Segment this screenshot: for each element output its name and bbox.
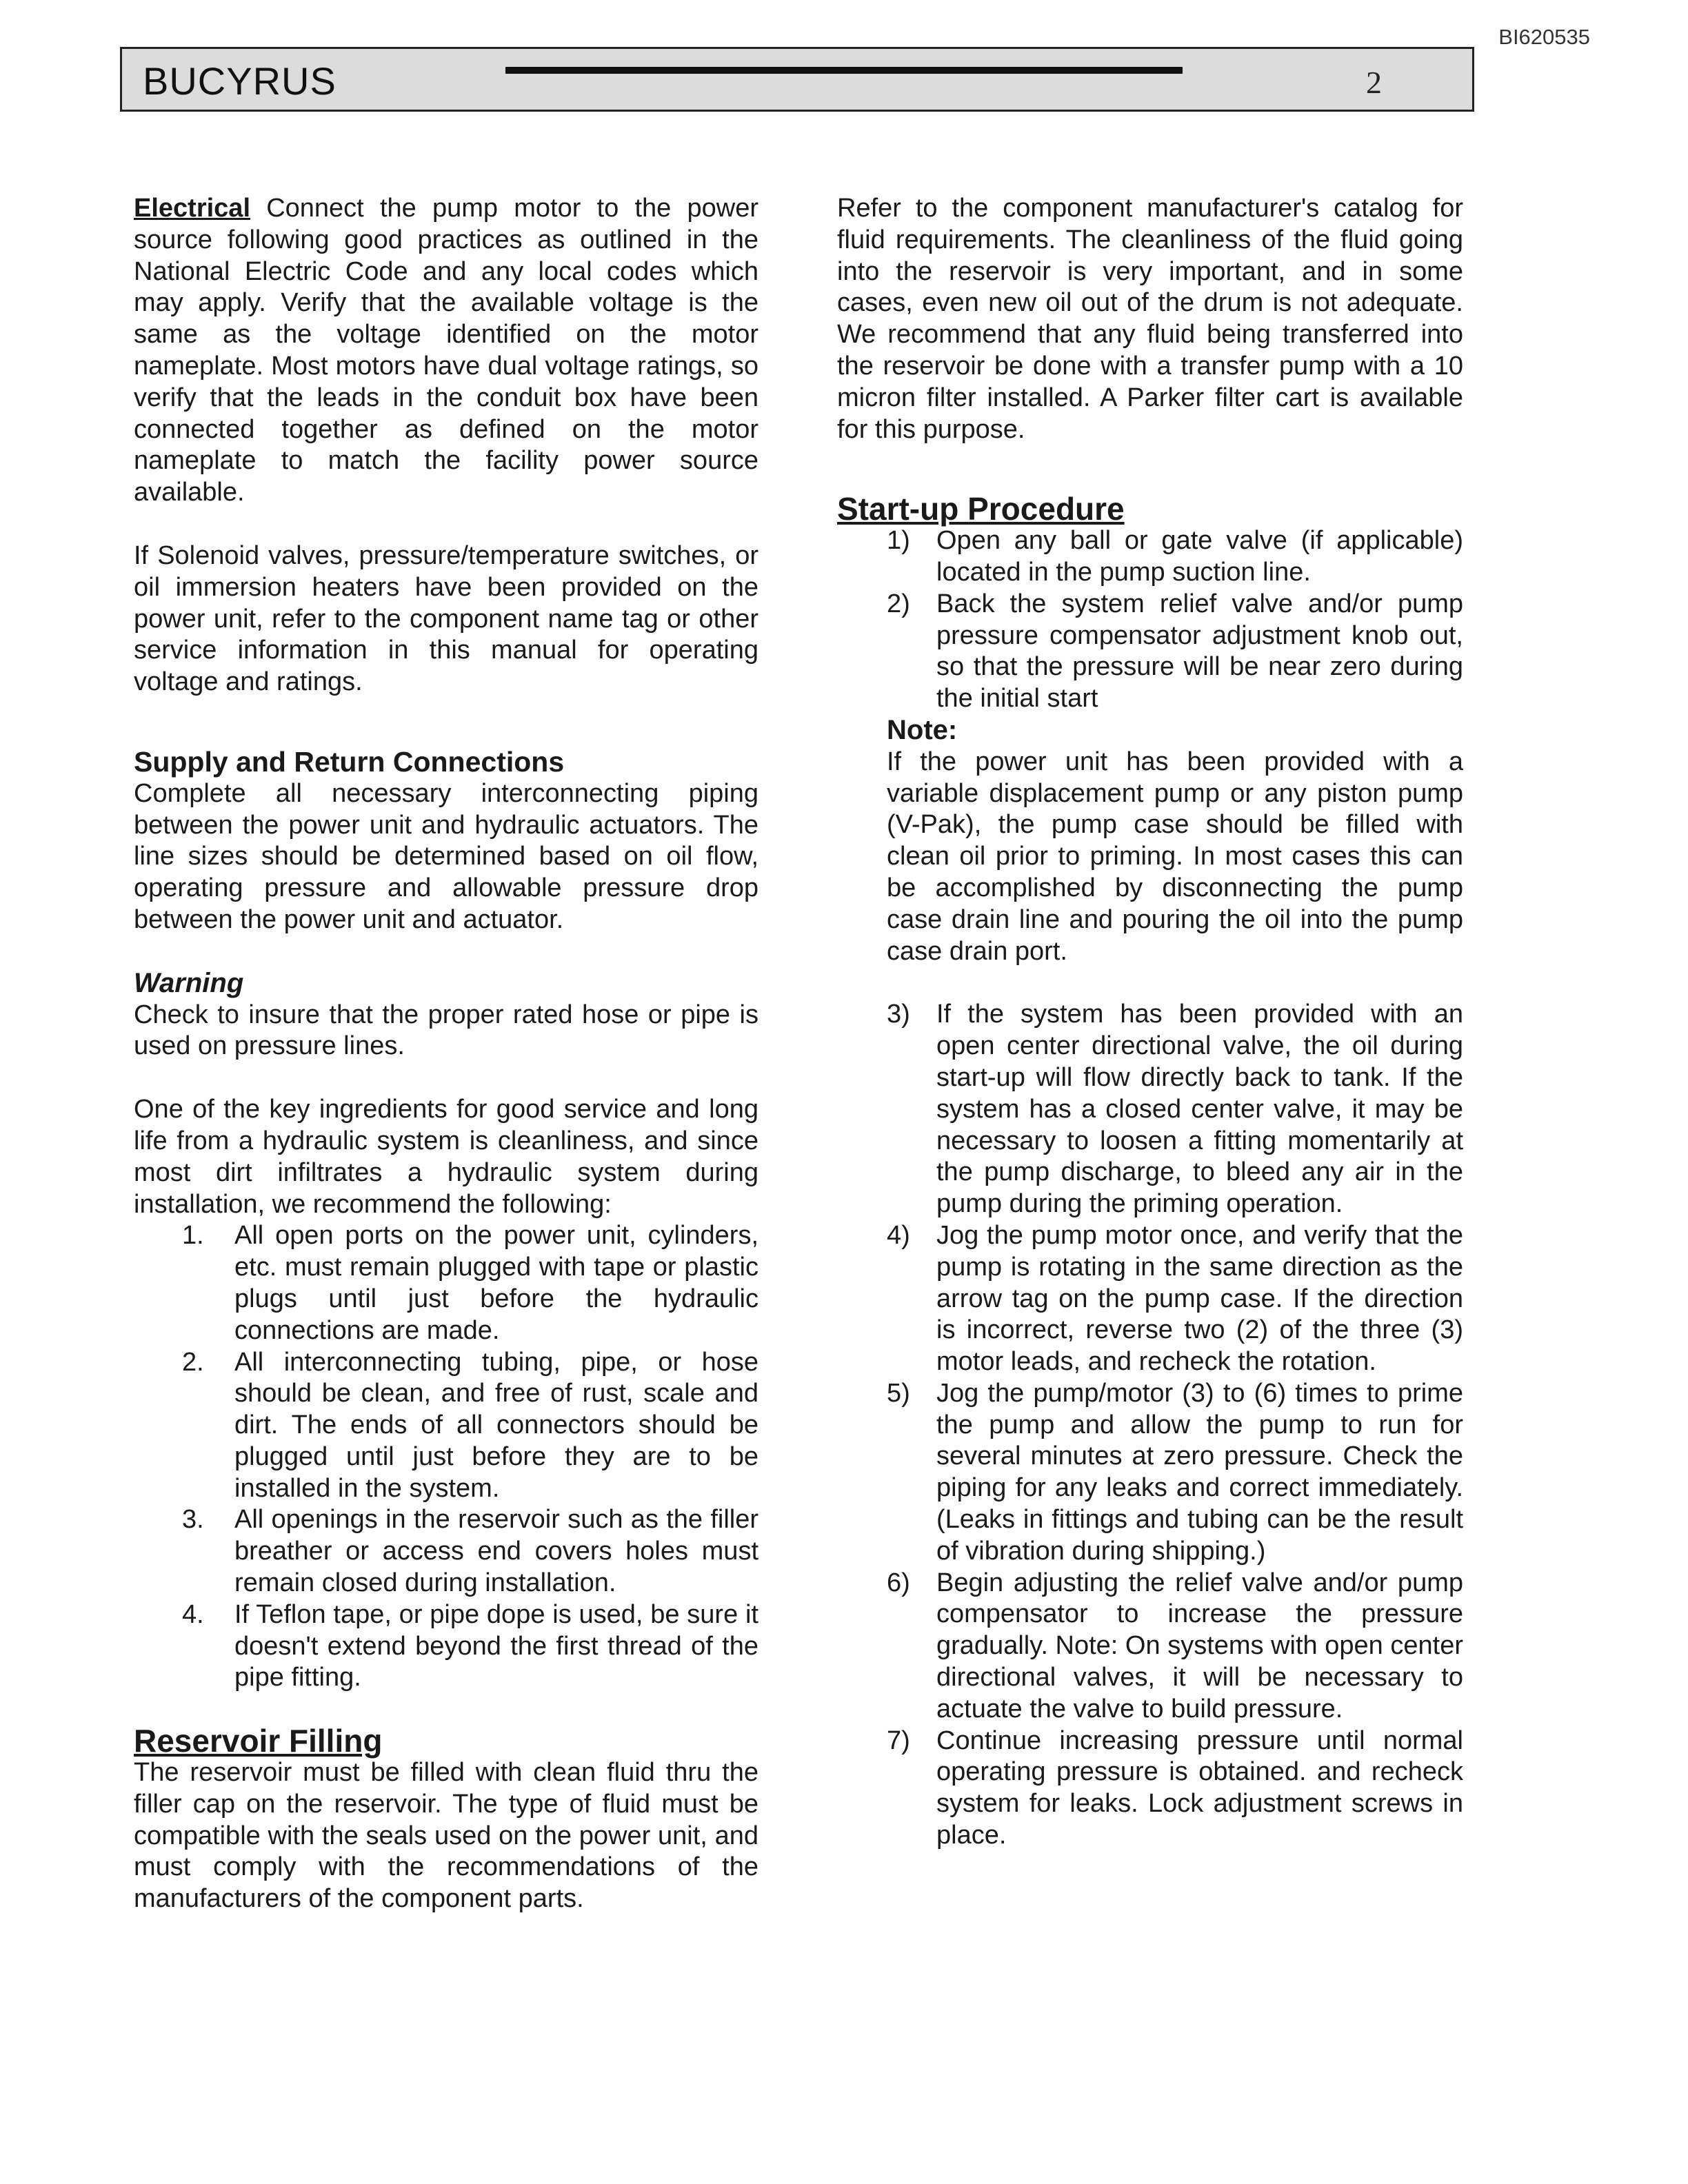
startup-steps-list-continued [837, 999, 1463, 1852]
header-rule [505, 67, 1183, 74]
right-column [837, 193, 1463, 1852]
supply-return-paragraph: Complete all necessary interconnecting piping between the power unit and hydraulic actuators. The line sizes should be determined based on oil flow, operating pressure and allowable pressure drop between the power unit and actuator. [134, 778, 758, 934]
list-item: 2) Back the system relief valve and/or pump pressure compensator adjustment knob out, so that the pressure will be near zero during the initial start [887, 589, 1463, 714]
warning-paragraph: Check to insure that the proper rated hose or pipe is used on pressure lines. [134, 1000, 758, 1061]
electrical-text: Connect the pump motor to the power source following good practices as outlined in the National Electric Code and any local codes which may apply. Verify that the available voltage is the same as the voltage identified on the motor nameplate. Most motors have dual voltage ratings, so verify that the leads in the conduit box have been connected together as defined on the motor nameplate to match the facility power source available. [134, 194, 758, 507]
document-id: BI620535 [1498, 25, 1590, 49]
list-item: 1) Open any ball or gate valve (if applicable) located in the pump suction line. [887, 526, 1463, 587]
supply-return-heading: Supply and Return Connections [134, 745, 565, 778]
reservoir-filling-heading: Reservoir Filling [134, 1723, 383, 1759]
list-item: 6) Begin adjusting the relief valve and/or pump compensator to increase the pressure gradually. Note: On systems with open center directional valves, it will be necessary to actuate the valve to build pressure. [887, 1568, 1463, 1723]
page-header [120, 47, 1474, 112]
solenoid-paragraph: If Solenoid valves, pressure/temperature switches, or oil immersion heaters have been provided on the power unit, refer to the component name tag or other service information in this manual for operating voltage and ratings. [134, 540, 758, 697]
fluid-requirements-paragraph: Refer to the component manufacturer's catalog for fluid requirements. The cleanliness of the fluid going into the reservoir is very important, and in some cases, even new oil out of the drum is not adequate. We recommend that any fluid being transferred into the reservoir be done with a transfer pump with a 10 micron filter installed. A Parker filter cart is available for this purpose. [837, 194, 1463, 444]
startup-procedure-heading: Start-up Procedure [837, 491, 1125, 527]
reservoir-filling-paragraph: The reservoir must be filled with clean fluid thru the filler cap on the reservoir. The type of fluid must be compatible with the seals used on the power unit, and must comply with the recommendations of the manufacturers of the component parts. [134, 1758, 758, 1914]
installation-list [134, 1220, 758, 1694]
list-item: 3) If the system has been provided with an open center directional valve, the oil during start-up will flow directly back to tank. If the system has a closed center valve, it may be necessary to loosen a fitting momentarily at the pump discharge, to bleed any air in the pump during the priming operation. [887, 1000, 1463, 1219]
electrical-paragraph [134, 193, 758, 509]
list-item: 4. If Teflon tape, or pipe dope is used, be sure it doesn't extend beyond the first thread of the pipe fitting. [182, 1599, 758, 1692]
electrical-heading: Electrical [134, 194, 250, 223]
list-item: 2. All interconnecting tubing, pipe, or hose should be clean, and free of rust, scale and dirt. The ends of all connectors should be plugged until just before they are to be installed in the system. [182, 1347, 758, 1503]
list-item: 4) Jog the pump motor once, and verify that the pump is rotating in the same direction as the arrow tag on the pump case. If the direction is incorrect, reverse two (2) of the three (3) motor leads, and recheck the rotation. [887, 1220, 1463, 1377]
startup-note [837, 715, 1463, 967]
note-heading: Note: [887, 714, 958, 745]
list-item: 5) Jog the pump/motor (3) to (6) times to prime the pump and allow the pump to run for several minutes at zero pressure. Check the piping for any leaks and correct immediately. (Leaks in fittings and tubing can be the result of vibration during shipping.) [887, 1378, 1463, 1566]
left-column [134, 193, 758, 1915]
warning-heading: Warning [134, 967, 244, 998]
cleanliness-paragraph: One of the key ingredients for good service and long life from a hydraulic system is cleanliness, and since most dirt infiltrates a hydraulic system during installation, we recommend the following: [134, 1095, 758, 1219]
list-item: 1. All open ports on the power unit, cylinders, etc. must remain plugged with tape or plastic plugs until just before the hydraulic connections are made. [182, 1221, 758, 1345]
page-number: 2 [1366, 65, 1382, 100]
note-text: If the power unit has been provided with a variable displacement pump or any piston pump (V-Pak), the pump case should be filled with clean oil prior to priming. In most cases this can be accomplished by disconnecting the pump case drain line and pouring the oil into the pump case drain port. [887, 747, 1463, 966]
brand-name: BUCYRUS [143, 59, 336, 103]
list-item: 3. All openings in the reservoir such as the filler breather or access end covers holes must remain closed during installation. [182, 1505, 758, 1598]
list-item: 7) Continue increasing pressure until normal operating pressure is obtained. and recheck system for leaks. Lock adjustment screws in place. [887, 1726, 1463, 1850]
startup-steps-list [837, 525, 1463, 715]
